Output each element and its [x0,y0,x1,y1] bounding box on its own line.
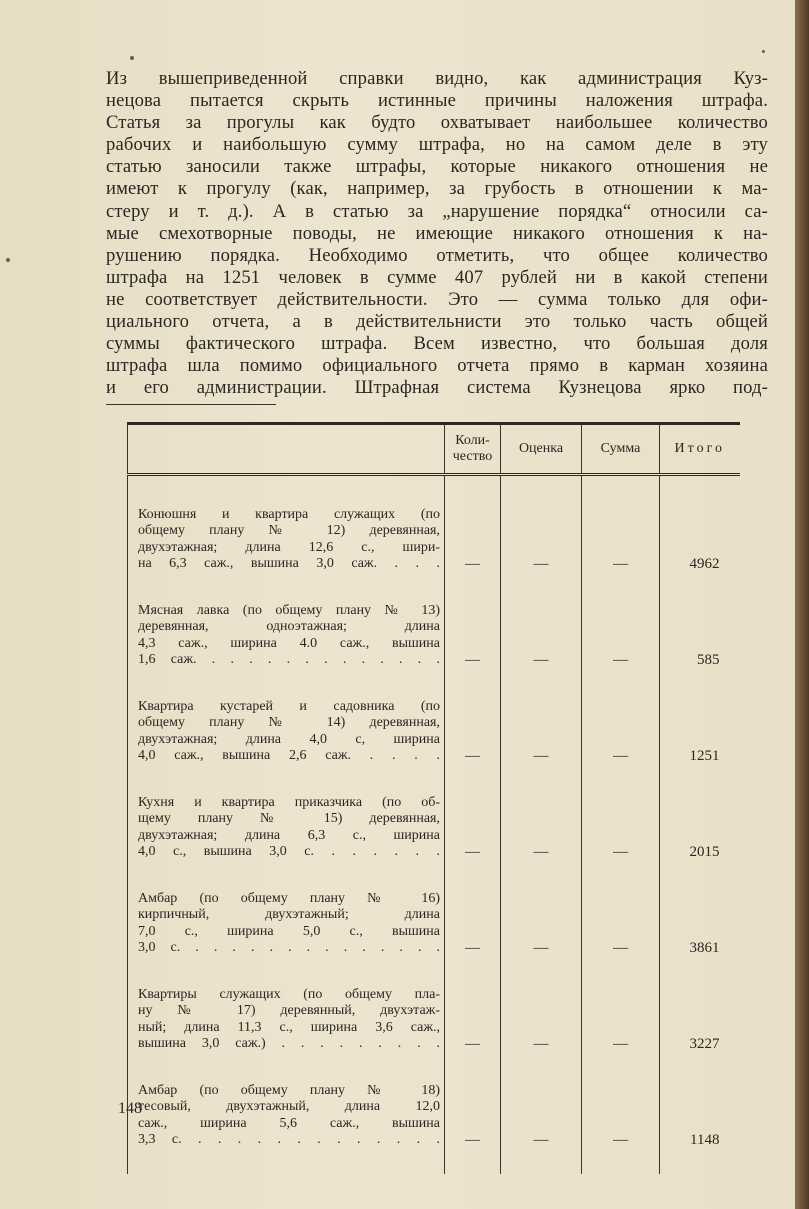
description-line: вышина 3,0 саж.) . . . . . . . . . [138,1035,440,1051]
table-row [128,972,740,1052]
header-estimate: Оценка [501,424,582,475]
spacer-row [128,1148,740,1174]
print-speck [130,56,134,60]
description-line: саж., ширина 5,6 саж., вышина [138,1115,440,1131]
paragraph-line: суммы фактического штрафа. Всем известно, что большая доля [106,333,768,355]
row-total: 585 [660,588,740,668]
table-row [128,492,740,572]
description-line: двухэтажная; длина 4,0 с, ширина [138,731,440,747]
table-row [128,588,740,668]
header-sum: Сумма [582,424,660,475]
paragraph-line: рушению порядка. Необходимо отметить, что общее количество [106,244,768,266]
description-line: двухэтажная; длина 6,3 с., ширина [138,827,440,843]
row-estimate: — [501,972,582,1052]
spacer-row [128,956,740,972]
paragraph-line: стеру и т. д.). А в статью за „нарушение порядка“ относили са- [106,200,768,222]
spacer-row [128,860,740,876]
row-quantity: — [445,684,501,764]
row-quantity: — [445,588,501,668]
row-total: 3227 [660,972,740,1052]
page-edge [795,0,809,1209]
description-line: ный; длина 11,3 с., ширина 3,6 саж., [138,1019,440,1035]
row-description [128,492,445,572]
header-total: Итого [660,424,740,475]
row-total: 2015 [660,780,740,860]
row-description [128,588,445,668]
description-line: деревянная, одноэтажная; длина [138,619,440,635]
body-paragraph [106,68,768,399]
row-description [128,1068,445,1148]
description-line: общему плану № 14) деревянная, [138,715,440,731]
row-estimate: — [501,588,582,668]
paragraph-line: Из вышеприведенной справки видно, как администрация Куз- [106,68,768,89]
description-line: 3,0 с. . . . . . . . . . . . . . . [138,939,440,955]
description-line: щему плану № 15) деревянная, [138,811,440,827]
row-total: 3861 [660,876,740,956]
print-speck [6,258,10,262]
page-number: 148 [118,1100,142,1117]
description-line: кирпичный, двухэтажный; длина [138,907,440,923]
table-row [128,876,740,956]
row-sum: — [582,492,660,572]
buildings-table [127,422,740,1174]
paragraph-line: штрафа на 1251 человек в сумме 407 рублей ни в какой степени [106,266,768,288]
row-sum: — [582,684,660,764]
row-sum: — [582,876,660,956]
spacer-row [128,668,740,684]
row-description [128,876,445,956]
print-speck [762,50,765,53]
description-line: Мясная лавка (по общему плану № 13) [138,603,440,619]
row-total: 4962 [660,492,740,572]
header-quantity-line1: Коли- [455,433,490,448]
row-sum: — [582,1068,660,1148]
description-line: Амбар (по общему плану № 16) [138,891,440,907]
row-quantity: — [445,876,501,956]
row-sum: — [582,780,660,860]
paragraph-line: статью заносили также штрафы, которые никакого отношения не [106,156,768,178]
header-description [128,424,445,475]
row-sum: — [582,972,660,1052]
paragraph-line: нецова пытается скрыть истинные причины наложения штрафа. [106,90,768,112]
description-line: 4,0 с., вышина 3,0 с. . . . . . . [138,843,440,859]
paragraph-line: штрафа шла помимо официального отчета прямо в карман хозяина [106,355,768,377]
row-quantity: — [445,492,501,572]
description-line: тесовый, двухэтажный, длина 12,0 [138,1099,440,1115]
spacer-row [128,475,740,493]
row-estimate: — [501,492,582,572]
paragraph-line: Статья за прогулы как будто охватывает наибольшее количество [106,112,768,134]
description-line: общему плану № 12) деревянная, [138,523,440,539]
table-header-row [128,424,740,475]
row-description [128,780,445,860]
table-row [128,1068,740,1148]
row-estimate: — [501,780,582,860]
description-line: 4,3 саж., ширина 4.0 саж., вышина [138,635,440,651]
spacer-row [128,572,740,588]
row-estimate: — [501,684,582,764]
description-line: Квартиры служащих (по общему пла- [138,987,440,1003]
row-quantity: — [445,780,501,860]
row-quantity: — [445,1068,501,1148]
description-line: Квартира кустарей и садовника (по [138,699,440,715]
paragraph-line: не соответствует действительности. Это — сумма только для офи- [106,288,768,310]
description-line: 3,3 с. . . . . . . . . . . . . . [138,1131,440,1147]
separator-rule [106,404,276,405]
description-line: двухэтажная; длина 12,6 с., шири- [138,539,440,555]
header-quantity [445,424,501,475]
description-line: Амбар (по общему плану № 18) [138,1083,440,1099]
description-line: на 6,3 саж., вышина 3,0 саж. . . . [138,555,440,571]
paragraph-line: имеют к прогулу (как, например, за грубость в отношении к ма- [106,178,768,200]
row-estimate: — [501,1068,582,1148]
row-estimate: — [501,876,582,956]
row-total: 1251 [660,684,740,764]
row-description [128,972,445,1052]
spacer-row [128,1052,740,1068]
spacer-row [128,764,740,780]
table-row [128,684,740,764]
description-line: Конюшня и квартира служащих (по [138,507,440,523]
paragraph-line: мые смехотворные поводы, не имеющие никакого отношения к на- [106,222,768,244]
description-line: 7,0 с., ширина 5,0 с., вышина [138,923,440,939]
table-row [128,780,740,860]
description-line: ну № 17) деревянный, двухэтаж- [138,1003,440,1019]
row-description [128,684,445,764]
row-quantity: — [445,972,501,1052]
description-line: 4,0 саж., вышина 2,6 саж. . . . . [138,747,440,763]
description-line: 1,6 саж. . . . . . . . . . . . . . [138,651,440,667]
paragraph-line: рабочих и наибольшую сумму штрафа, но на самом деле в эту [106,134,768,156]
paragraph-line: циального отчета, а в действительнисти это только часть общей [106,311,768,333]
paragraph-line: и его администрации. Штрафная система Кузнецова ярко под- [106,377,768,399]
description-line: Кухня и квартира приказчика (по об- [138,795,440,811]
header-quantity-line2: чество [452,449,493,464]
row-total: 1148 [660,1068,740,1148]
row-sum: — [582,588,660,668]
